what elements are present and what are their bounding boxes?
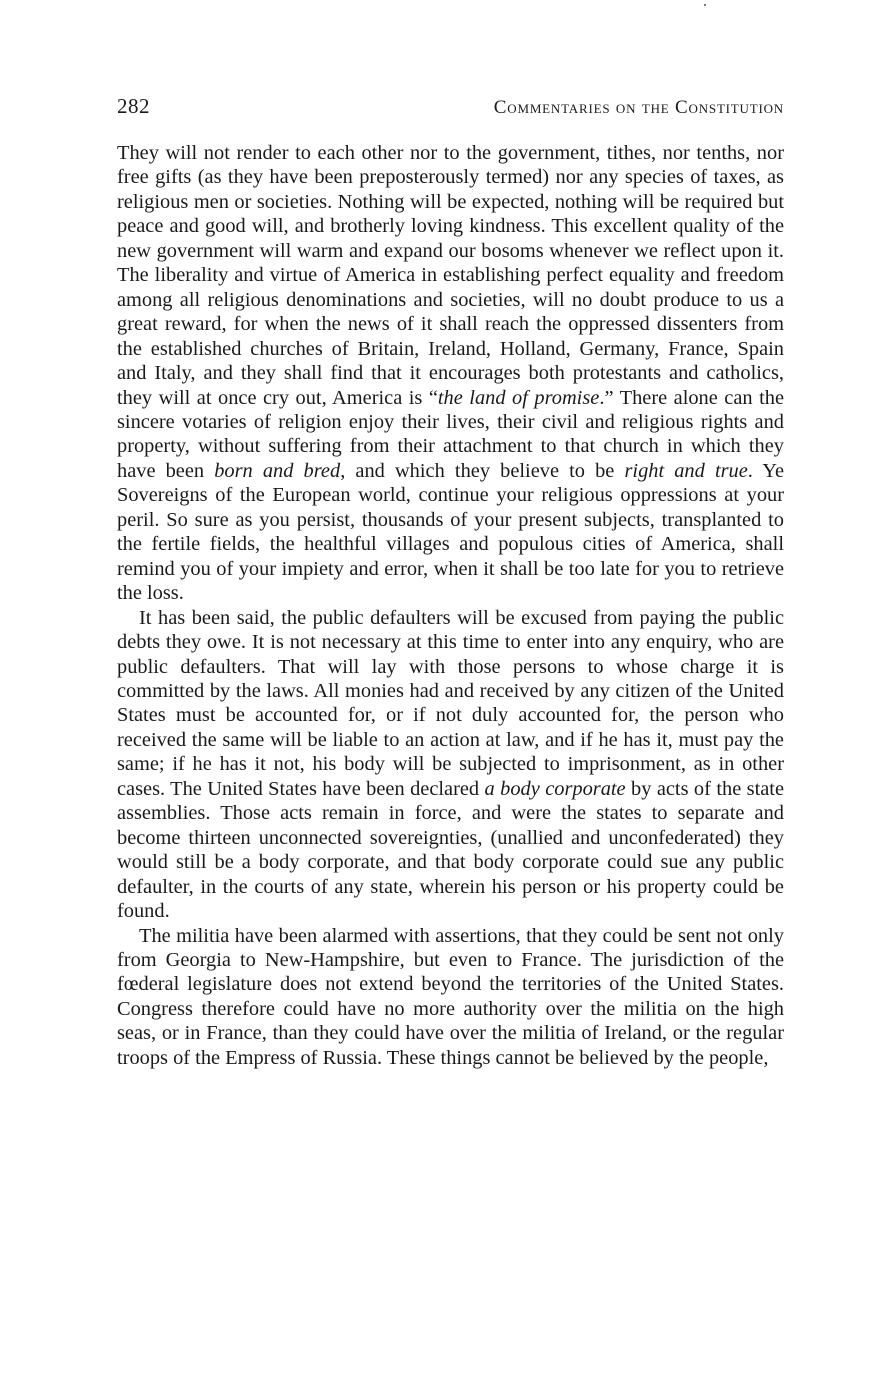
running-head xyxy=(117,94,784,120)
italic-span: born and bred xyxy=(214,459,341,482)
text-span: The militia have been alarmed with assertions, that they could be sent not only from Georgia to New-Hampshire, but even to France. The jurisdiction of the fœderal legislature does not extend beyond the territories of the United States. Congress therefore could have no more authority over the militia on the high seas, or in France, than they could have over the militia of Ireland, or the regular troops of the Empress of Russia. These things cannot be believed by the people, xyxy=(117,924,784,1069)
text-span: . Ye Sovereigns of the European world, continue your religious oppressions at your peril. So sure as you persist, thousands of your present subjects, transplanted to the fertile fields, the healthful villages and populous cities of America, shall remind you of your impiety and error, when it shall be too late for you to retrieve the loss. xyxy=(117,459,784,605)
text-span: , and which they believe to be xyxy=(340,459,625,482)
italic-span: the land of promise xyxy=(437,386,600,409)
italic-span: right and true xyxy=(624,459,748,482)
text-span: .” There alone can the sincere votaries of religion enjoy their lives, their civil and religious rights and property, without suffering from their attachment to that church in which they have been xyxy=(117,386,784,482)
text-span: It has been said, the public defaulters will be excused from paying the public debts they owe. It is not necessary at this time to enter into any enquiry, who are public defaulters. That will lay with those persons to whose charge it is committed by the laws. All monies had and received by any citizen of the United States must be accounted for, or if not duly accounted for, the person who received the same will be liable to an action at law, and if he has it, must pay the same; if he has it not, his body will be subjected to imprisonment, as in other cases. The United States have been declared xyxy=(117,606,784,800)
italic-span: a body corporate xyxy=(484,777,626,800)
running-title: Commentaries on the Constitution xyxy=(493,97,784,118)
paragraph-2 xyxy=(117,606,784,924)
paragraph-3 xyxy=(117,924,784,1071)
text-span: by acts of the state assemblies. Those acts remain in force, and were the states to separate and become thirteen unconnected sovereignties, (unallied and unconfederated) they would still be a body corporate, and that body corporate could sue any public defaulter, in the courts of any state, wherein his person or his property could be found. xyxy=(117,777,785,923)
scan-speck xyxy=(704,4,706,6)
body-text xyxy=(117,141,784,1070)
paragraph-1 xyxy=(117,141,784,606)
page-number: 282 xyxy=(117,94,150,118)
text-span: They will not render to each other nor to the government, tithes, nor tenths, nor free gifts (as they have been preposterously termed) nor any species of taxes, as religious men or societies. Nothing will be expected, nothing will be required but peace and good will, and brotherly loving kindness. This excellent quality of the new government will warm and expand our bosoms whenever we reflect upon it. The liberality and virtue of America in establishing perfect equality and freedom among all religious denominations and societies, will no doubt produce to us a great reward, for when the news of it shall reach the oppressed dissenters from the established churches of Britain, Ireland, Holland, Germany, France, Spain and Italy, and they shall find that it encourages both protestants and catholics, they will at once cry out, America is “ xyxy=(117,142,784,409)
